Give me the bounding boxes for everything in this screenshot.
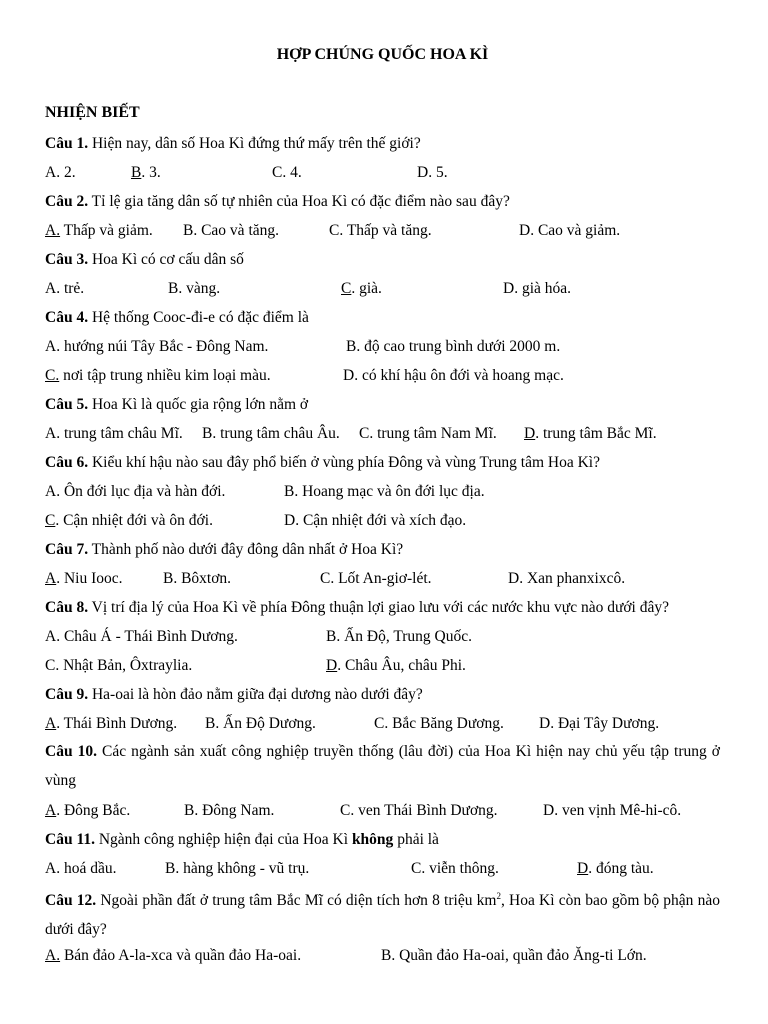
option-d: D. Cao và giảm.: [519, 222, 621, 239]
question-12: Câu 12. Ngoài phần đất ở trung tâm Bắc Mĩ có diện tích hơn 8 triệu $km^2$, Hoa Kì còn bao gồm bộ phận nào dưới đây?: [45, 891, 720, 939]
option-a: A. hướng núi Tây Bắc - Đông Nam.: [45, 338, 269, 355]
option-c-correct: C. Cận nhiệt đới và ôn đới.: [45, 512, 213, 529]
question-7: Câu 7. Thành phố nào dưới đây đông dân nhất ở Hoa Kì?: [45, 541, 404, 558]
option-b: B. Quần đảo Ha-oai, quần đảo Ăng-ti Lớn.: [381, 947, 647, 964]
option-a: A. trung tâm châu Mĩ.: [45, 425, 183, 442]
option-b: B. Đông Nam.: [184, 802, 275, 819]
option-a-correct: A. Thái Bình Dương.: [45, 715, 178, 732]
option-c-correct: C. nơi tập trung nhiều kim loại màu.: [45, 367, 271, 384]
option-a-correct: A. Bán đảo A-la-xca và quần đảo Ha-oai.: [45, 947, 302, 964]
option-d-correct: D. đóng tàu.: [577, 860, 654, 877]
option-b: B. Ấn Độ Dương.: [205, 715, 316, 732]
question-8: Câu 8. Vị trí địa lý của Hoa Kì về phía Đông thuận lợi giao lưu với các nước khu vực nào dưới đây?: [45, 599, 669, 616]
option-d: D. già hóa.: [503, 280, 572, 297]
option-c-correct: C. già.: [341, 280, 382, 297]
option-c: C. trung tâm Nam Mĩ.: [359, 425, 497, 442]
option-d: D. 5.: [417, 164, 448, 181]
option-c: C. viễn thông.: [411, 860, 499, 877]
question-6: Câu 6. Kiểu khí hậu nào sau đây phổ biến ở vùng phía Đông và vùng Trung tâm Hoa Kì?: [45, 454, 600, 471]
option-c: C. Nhật Bản, Ôxtraylia.: [45, 657, 193, 674]
option-a: A. hoá dầu.: [45, 860, 117, 877]
question-11: Câu 11. Ngành công nghiệp hiện đại của Hoa Kì không phải là: [45, 831, 439, 848]
option-c: C. 4.: [272, 164, 302, 181]
section-heading: NHIỆN BIẾT: [45, 104, 140, 121]
option-d-correct: D. Châu Âu, châu Phi.: [326, 657, 466, 674]
page-title: HỢP CHÚNG QUỐC HOA KÌ: [276, 46, 489, 63]
option-b: B. Ấn Độ, Trung Quốc.: [326, 628, 472, 645]
option-b: B. Hoang mạc và ôn đới lục địa.: [284, 483, 485, 500]
question-5: Câu 5. Hoa Kì là quốc gia rộng lớn nằm ở: [45, 396, 309, 413]
question-3: Câu 3. Hoa Kì có cơ cấu dân số: [45, 251, 244, 268]
option-b: B. trung tâm châu Âu.: [202, 425, 340, 442]
option-d: D. Xan phanxixcô.: [508, 570, 626, 587]
option-b: B. độ cao trung bình dưới 2000 m.: [346, 338, 561, 355]
option-a: A. Châu Á - Thái Bình Dương.: [45, 628, 238, 645]
option-c: C. Bắc Băng Dương.: [374, 715, 504, 732]
option-d: D. ven vịnh Mê-hi-cô.: [543, 802, 682, 819]
question-10: Câu 10. Các ngành sản xuất công nghiệp truyền thống (lâu đời) của Hoa Kì hiện nay chủ yếu tập trung ở vùng: [45, 743, 720, 789]
option-a-correct: A. Niu Iooc.: [45, 570, 123, 587]
question-9: Câu 9. Ha-oai là hòn đảo nằm giữa đại dương nào dưới đây?: [45, 686, 423, 703]
option-c: C. Thấp và tăng.: [329, 222, 432, 239]
option-b: B. Cao và tăng.: [183, 222, 280, 239]
option-b-correct: B. 3.: [131, 164, 161, 181]
option-c: C. ven Thái Bình Dương.: [340, 802, 498, 819]
option-b: B. hàng không - vũ trụ.: [165, 860, 310, 877]
option-d-correct: D. trung tâm Bắc Mĩ.: [524, 425, 657, 442]
option-c: C. Lốt An-giơ-lét.: [320, 570, 432, 587]
option-a: A. 2.: [45, 164, 76, 181]
option-a: A. trẻ.: [45, 280, 85, 297]
option-d: D. có khí hậu ôn đới và hoang mạc.: [343, 367, 564, 384]
option-d: D. Cận nhiệt đới và xích đạo.: [284, 512, 467, 529]
question-4: Câu 4. Hệ thống Cooc-đi-e có đặc điểm là: [45, 309, 309, 326]
question-1: Câu 1. Hiện nay, dân số Hoa Kì đứng thứ mấy trên thế giới?: [45, 135, 421, 152]
option-a: A. Ôn đới lục địa và hàn đới.: [45, 483, 226, 500]
question-2: Câu 2. Tỉ lệ gia tăng dân số tự nhiên của Hoa Kì có đặc điểm nào sau đây?: [45, 193, 510, 210]
option-a-correct: A. Đông Bắc.: [45, 802, 131, 819]
option-b: B. vàng.: [168, 280, 221, 297]
option-b: B. Bôxtơn.: [163, 570, 232, 587]
option-d: D. Đại Tây Dương.: [539, 715, 660, 732]
option-a-correct: A. Thấp và giảm.: [45, 222, 153, 239]
